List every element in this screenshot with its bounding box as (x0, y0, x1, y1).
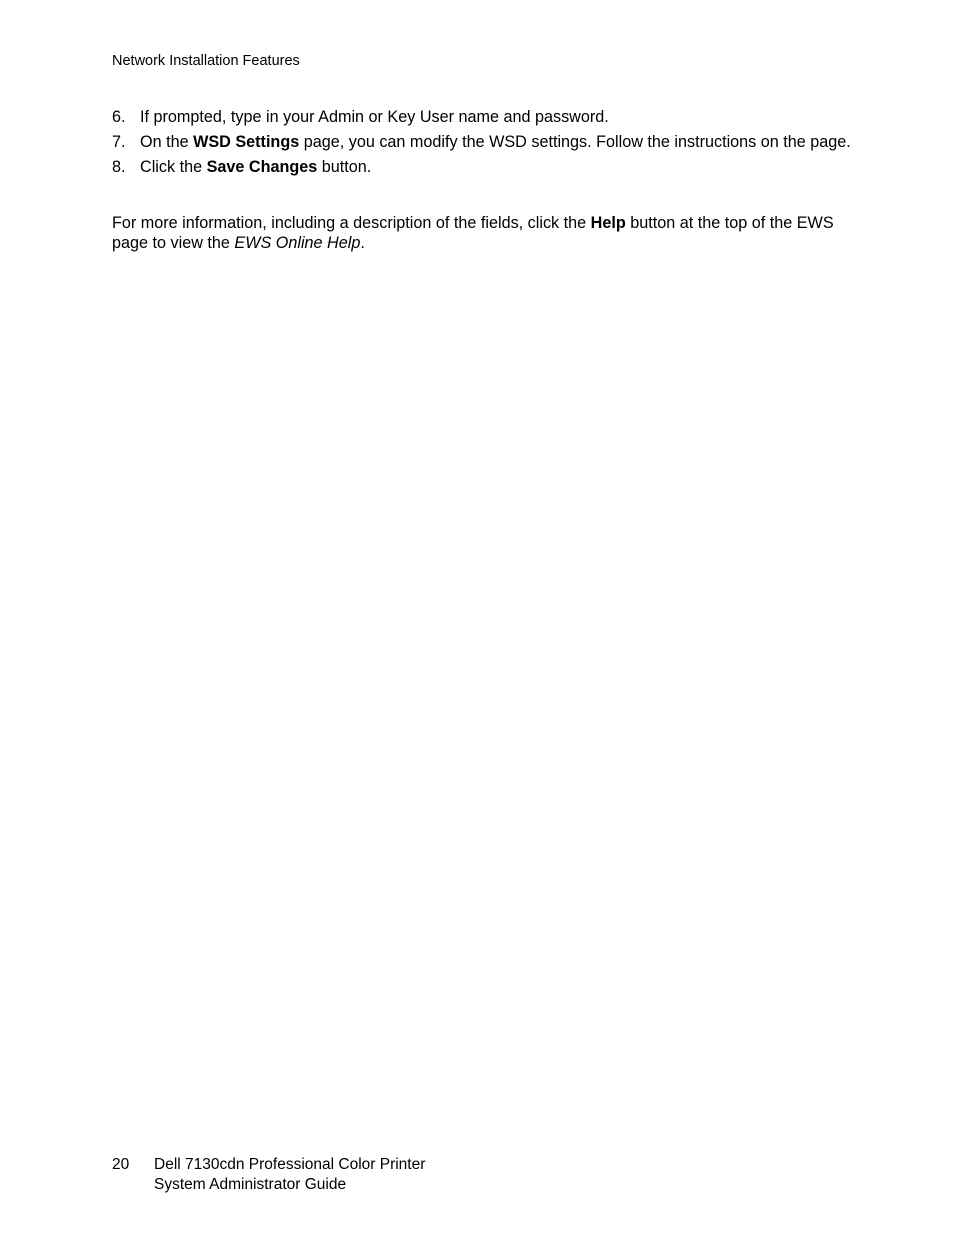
step-ui-term-save-changes: Save Changes (206, 158, 318, 176)
footer-product-name: Dell 7130cdn Professional Color Printer (154, 1156, 426, 1173)
footer-guide-name: System Administrator Guide (154, 1175, 347, 1193)
paragraph-text: button at the top of the EWS page to view the (112, 214, 834, 252)
step-ui-term-wsd-settings: WSD Settings (193, 133, 300, 151)
doc-title-ews-online-help: EWS Online Help (234, 234, 361, 252)
paragraph-text: . (360, 234, 365, 252)
step-number: 6. (112, 108, 126, 126)
step-number: 7. (112, 133, 126, 151)
step-text: On the (140, 133, 194, 151)
step-8 (112, 157, 852, 177)
step-text: Click the (140, 158, 207, 176)
page-number: 20 (112, 1156, 130, 1173)
step-7 (112, 132, 852, 152)
step-text: If prompted, type in your Admin or Key User name and password. (140, 108, 609, 126)
instruction-steps (112, 107, 852, 182)
footer-document-title (154, 1155, 425, 1194)
paragraph-text: For more information, including a description of the fields, click the (112, 214, 591, 232)
step-number: 8. (112, 158, 126, 176)
step-6 (112, 107, 852, 127)
step-text: button. (317, 158, 372, 176)
info-paragraph (112, 213, 852, 253)
running-header: Network Installation Features (112, 53, 300, 69)
ui-term-help: Help (590, 214, 626, 232)
step-text: page, you can modify the WSD settings. Follow the instructions on the page. (299, 133, 851, 151)
